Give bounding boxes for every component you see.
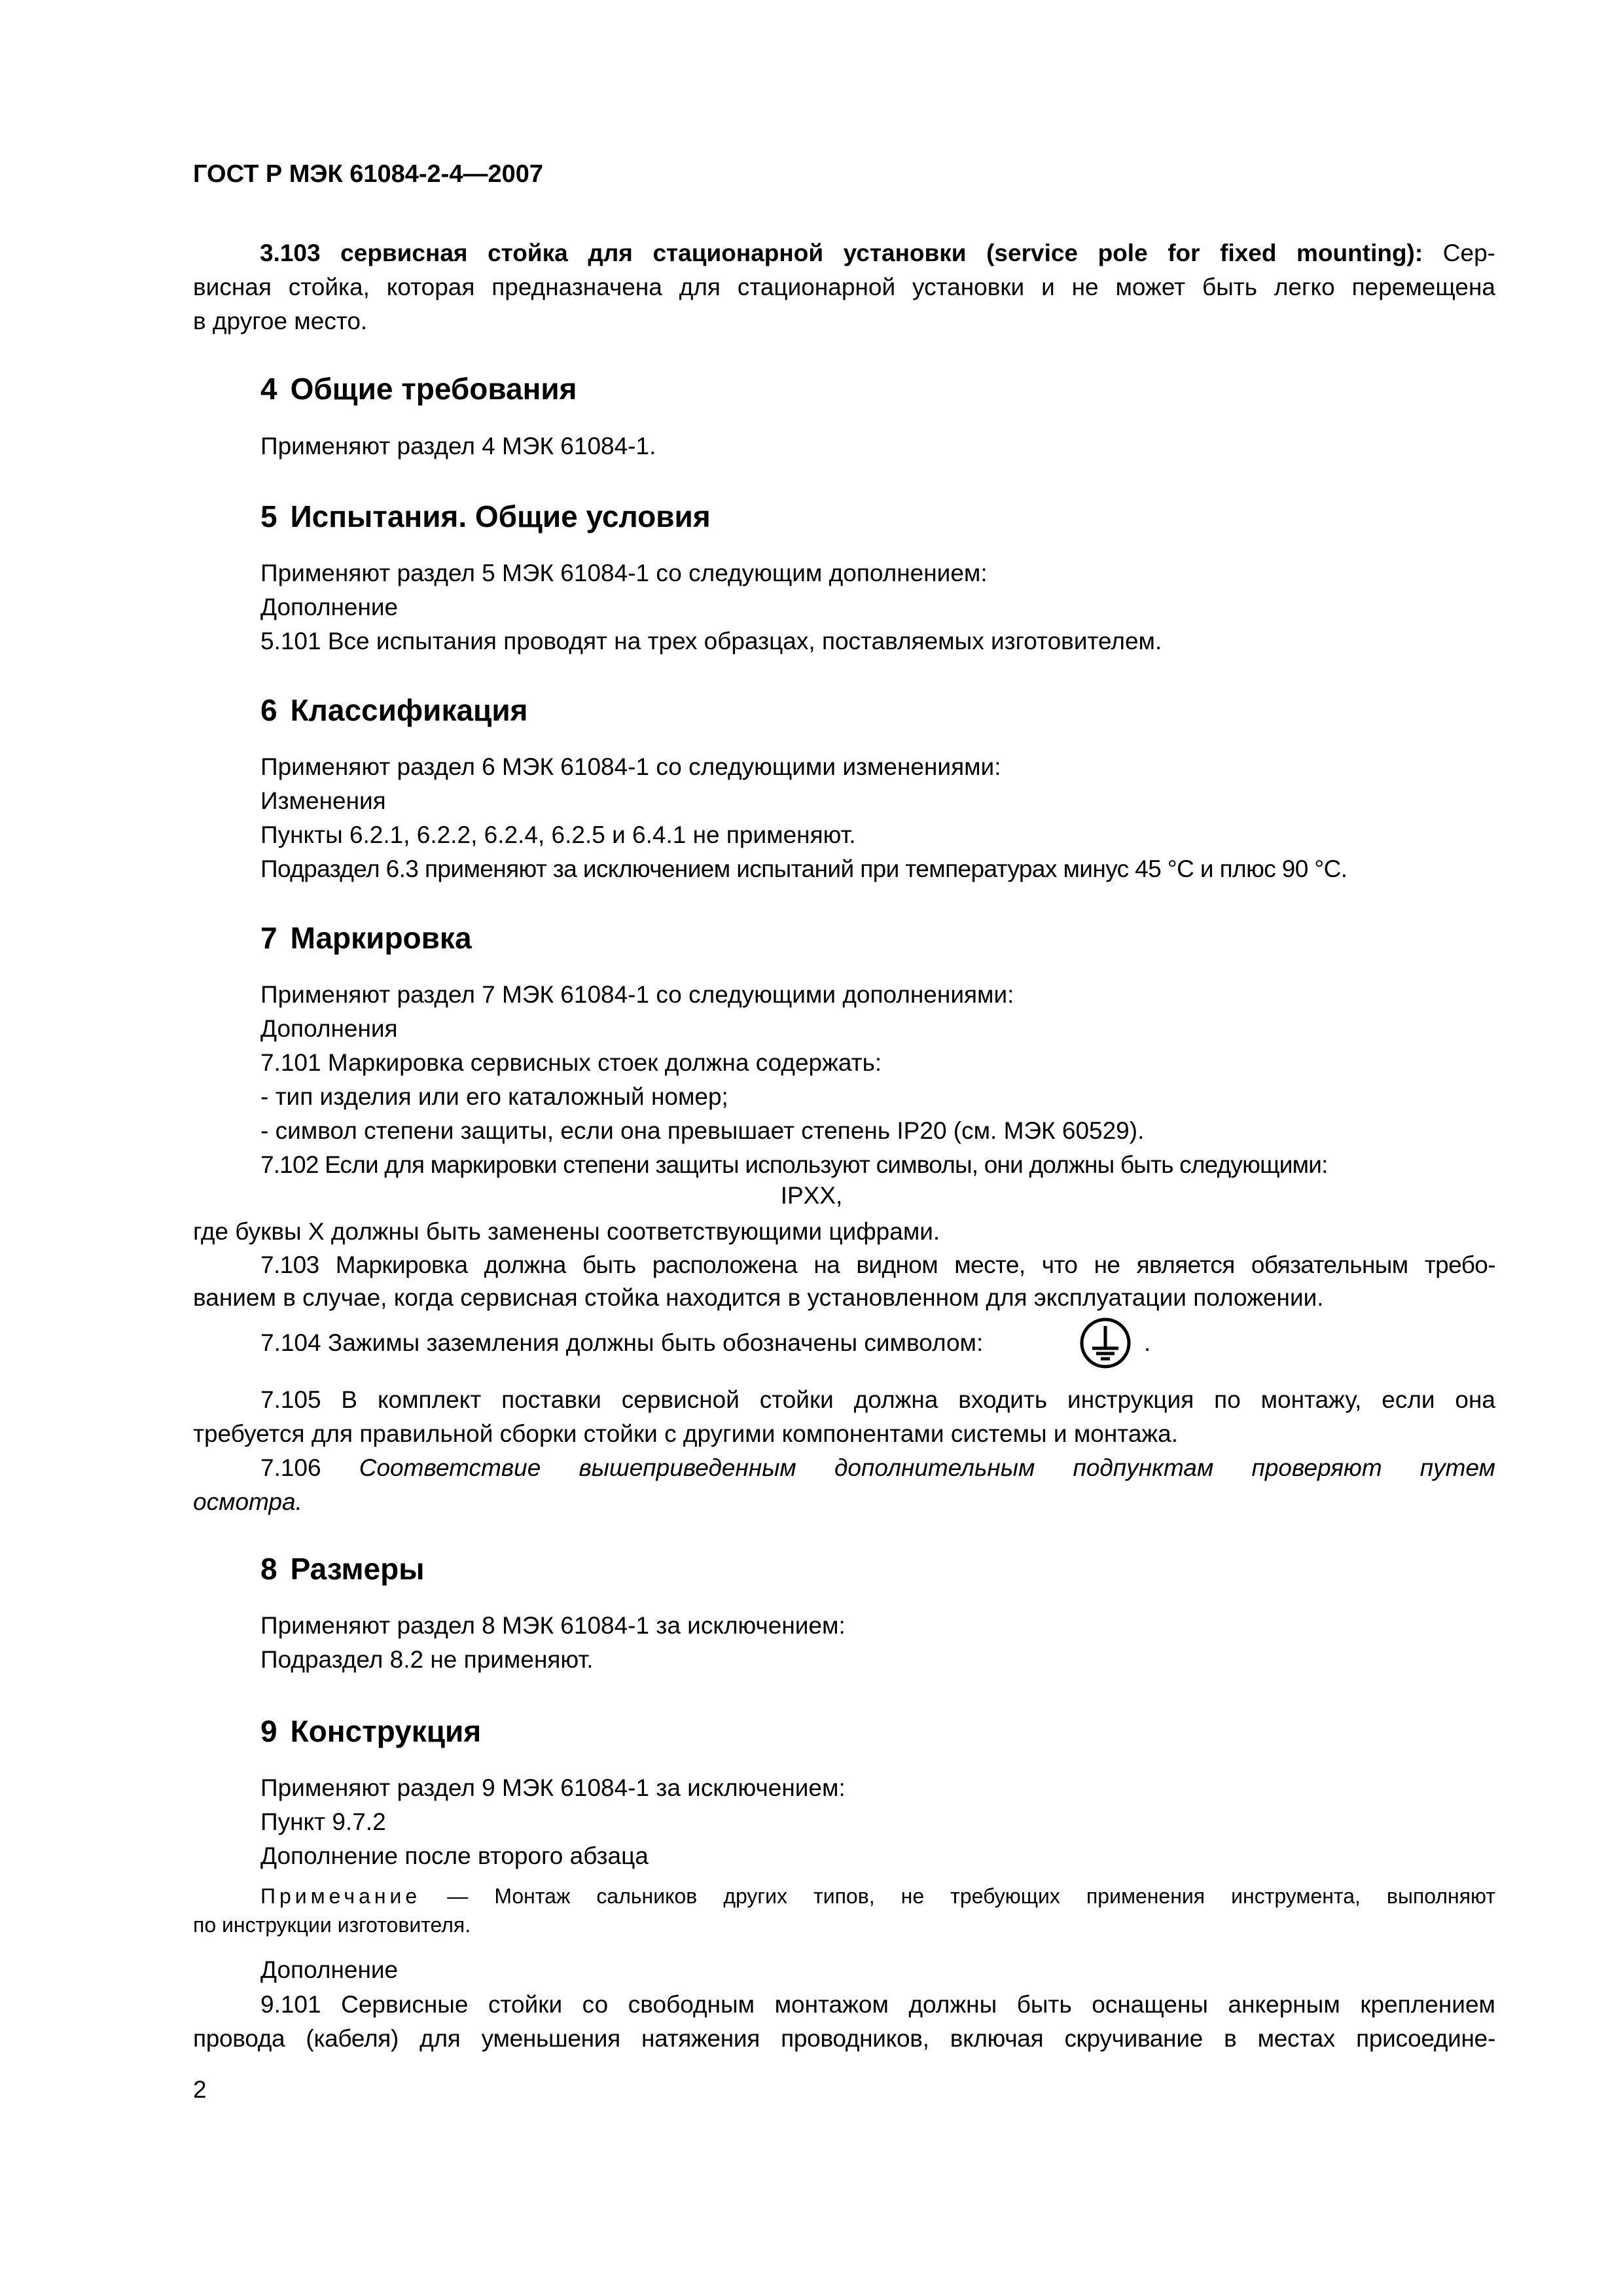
section-9-heading	[260, 1713, 481, 1749]
section-7-text-10a: 7.105 В комплект поставки сервисной стойки должна входить инструкция по монтажу, если она	[260, 1386, 1495, 1413]
section-title: Конструкция	[290, 1714, 482, 1748]
definition-3-103-line3: в другое место.	[193, 308, 368, 334]
section-number: 7	[260, 921, 277, 955]
section-6-text-1: Применяют раздел 6 МЭК 61084-1 со следующими изменениями:	[260, 753, 1001, 780]
definition-tail: Сер-	[1442, 240, 1495, 266]
section-7-text-6: 7.102 Если для маркировки степени защиты используют символы, они должны быть следующими:	[260, 1151, 1328, 1178]
section-8-text-2: Подраздел 8.2 не применяют.	[260, 1646, 594, 1673]
section-4-heading	[260, 371, 577, 406]
section-8-text-1: Применяют раздел 8 МЭК 61084-1 за исключением:	[260, 1612, 846, 1639]
ipxx-code: IPXX,	[780, 1182, 843, 1209]
section-5-text-3: 5.101 Все испытания проводят на трех образцах, поставляемых изготовителем.	[260, 628, 1162, 655]
section-title: Размеры	[290, 1552, 425, 1586]
section-number: 6	[260, 693, 277, 727]
section-7-text-7: где буквы X должны быть заменены соответствующими цифрами.	[193, 1218, 940, 1245]
section-7-text-11b: осмотра.	[193, 1488, 302, 1515]
section-title: Испытания. Общие условия	[290, 499, 711, 533]
section-8-heading	[260, 1551, 425, 1587]
section-6-heading	[260, 692, 527, 728]
section-6-text-4: Подраздел 6.3 применяют за исключением испытаний при температурах минус 45 °С и плюс 90 °С.	[260, 855, 1347, 882]
section-5-text-2: Дополнение	[260, 594, 399, 620]
section-5-text-1: Применяют раздел 5 МЭК 61084-1 со следующим дополнением:	[260, 560, 988, 586]
section-title: Классификация	[290, 693, 528, 727]
section-9-text-5a: 9.101 Сервисные стойки со свободным монтажом должны быть оснащены анкерным креплением	[260, 1991, 1495, 2018]
section-4-text: Применяют раздел 4 МЭК 61084-1.	[260, 433, 656, 459]
definition-number: 3.103	[260, 240, 321, 266]
note-text: — Монтаж сальников других типов, не требующих применения инструмента, выполняют	[447, 1884, 1496, 1908]
section-9-text-1: Применяют раздел 9 МЭК 61084-1 за исключением:	[260, 1774, 846, 1801]
note-label: Примечание	[260, 1884, 421, 1908]
section-7-text-8a: 7.103 Маркировка должна быть расположена на видном месте, что не является обязательным требо-	[260, 1251, 1495, 1278]
definition-3-103-line2: висная стойка, которая предназначена для стационарной установки и не может быть легко перемещена	[193, 274, 1495, 300]
section-7-text-3: 7.101 Маркировка сервисных стоек должна содержать:	[260, 1049, 882, 1076]
section-5-heading	[260, 499, 711, 534]
section-7-heading	[260, 920, 472, 956]
page-number: 2	[193, 2076, 207, 2103]
section-number: 4	[260, 372, 277, 406]
section-7-text-9-end: .	[1144, 1329, 1151, 1356]
definition-term: сервисная стойка для стационарной установки (service pole for fixed mounting):	[340, 240, 1423, 266]
section-title: Общие требования	[290, 372, 577, 406]
section-7-text-2: Дополнения	[260, 1015, 398, 1042]
note-line-1	[193, 1881, 1495, 1911]
section-7-text-4: - тип изделия или его каталожный номер;	[260, 1083, 728, 1110]
item-text: Соответствие вышеприведенным дополнительным подпунктам проверяют путем	[359, 1454, 1496, 1481]
section-title: Маркировка	[290, 921, 472, 955]
section-number: 8	[260, 1552, 277, 1586]
section-9-text-5b: провода (кабеля) для уменьшения натяжения проводников, включая скручивание в местах присоедине-	[193, 2025, 1495, 2052]
section-7-text-1: Применяют раздел 7 МЭК 61084-1 со следующими дополнениями:	[260, 981, 1014, 1008]
section-7-text-9: 7.104 Зажимы заземления должны быть обозначены символом:	[260, 1329, 984, 1356]
section-9-text-2: Пункт 9.7.2	[260, 1808, 386, 1835]
section-9-text-3: Дополнение после второго абзаца	[260, 1842, 649, 1869]
section-7-text-10b: требуется для правильной сборки стойки с другими компонентами системы и монтажа.	[193, 1420, 1179, 1447]
ground-icon	[1077, 1314, 1134, 1372]
section-7-text-11a	[193, 1452, 1495, 1484]
section-number: 9	[260, 1714, 277, 1748]
section-7-text-8b: ванием в случае, когда сервисная стойка находится в установленном для эксплуатации положении.	[193, 1284, 1324, 1311]
definition-3-103-line1	[193, 237, 1495, 270]
section-7-text-5: - символ степени защиты, если она превышает степень IP20 (см. МЭК 60529).	[260, 1117, 1145, 1144]
note-line-2: по инструкции изготовителя.	[193, 1913, 471, 1937]
section-6-text-2: Изменения	[260, 787, 386, 814]
item-number: 7.106	[260, 1454, 321, 1481]
document-header: ГОСТ Р МЭК 61084-2-4—2007	[193, 160, 543, 188]
section-6-text-3: Пункты 6.2.1, 6.2.2, 6.2.4, 6.2.5 и 6.4.1 не применяют.	[260, 821, 856, 848]
section-number: 5	[260, 499, 277, 533]
section-9-text-4: Дополнение	[260, 1956, 399, 1983]
